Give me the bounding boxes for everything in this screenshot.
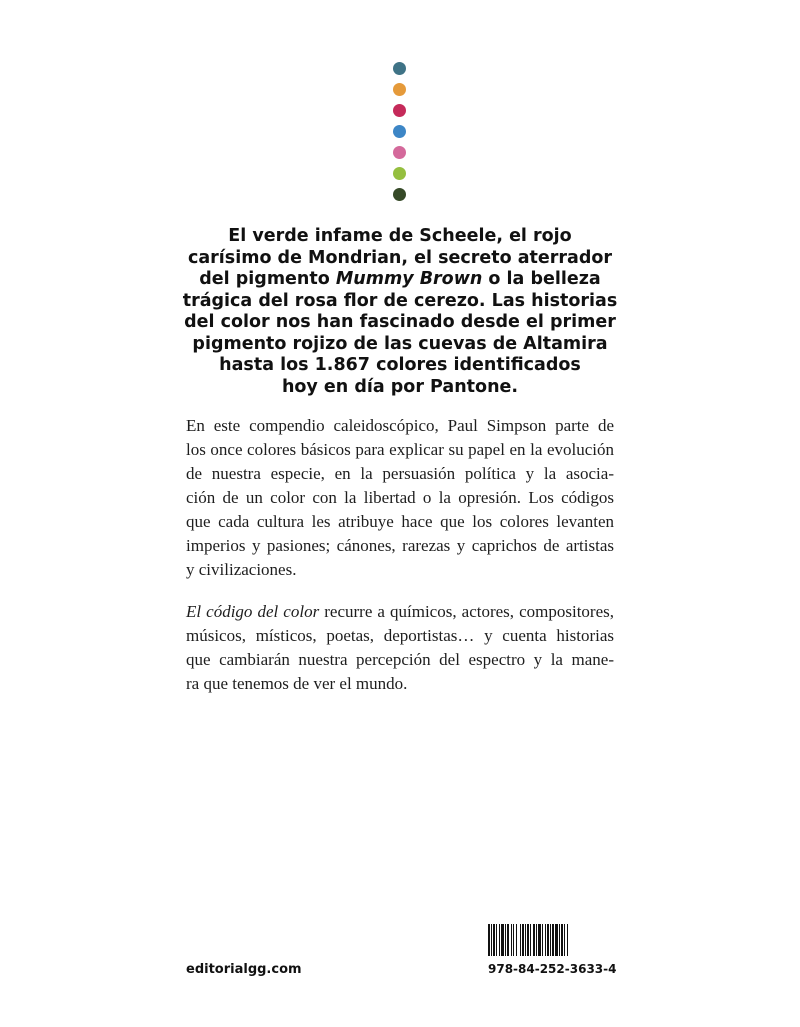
body-line: de nuestra especie, en la persuasión política y la asocia- xyxy=(186,464,614,483)
body-line: que cambiarán nuestra percepción del espectro y la mane- xyxy=(186,650,614,669)
isbn-number: 978-84-252-3633-4 xyxy=(488,962,617,976)
body-line: En este compendio caleidoscópico, Paul Simpson parte de xyxy=(186,416,614,435)
body-line: imperios y pasiones; cánones, rarezas y caprichos de artistas xyxy=(186,536,614,555)
body-line: los once colores básicos para explicar su papel en la evolución xyxy=(186,440,614,459)
lead-line: hasta los 1.867 colores identificados xyxy=(219,355,581,375)
lead-line: hoy en día por Pantone. xyxy=(281,376,519,397)
body-paragraph-2 xyxy=(186,600,614,696)
color-dot-5 xyxy=(393,146,406,159)
lead-paragraph xyxy=(172,226,628,398)
color-dot-7 xyxy=(393,188,406,201)
lead-line: trágica del rosa flor de cerezo. Las historias xyxy=(182,290,618,311)
color-dots xyxy=(393,62,407,209)
body-line: y civilizaciones. xyxy=(186,560,297,579)
color-dot-4 xyxy=(393,125,406,138)
body-paragraph-1 xyxy=(186,414,614,582)
color-dot-3 xyxy=(393,104,406,117)
lead-line xyxy=(172,269,628,291)
book-title-italic: El código del color xyxy=(186,602,320,621)
color-dot-6 xyxy=(393,167,406,180)
barcode xyxy=(488,924,612,956)
color-dot-2 xyxy=(393,83,406,96)
body-line: que cada cultura les atribuye hace que los colores levanten xyxy=(186,512,614,531)
lead-line: carísimo de Mondrian, el secreto aterrador xyxy=(187,247,613,268)
lead-line: El verde infame de Scheele, el rojo xyxy=(228,226,572,246)
lead-italic-title: Mummy Brown xyxy=(335,269,483,289)
lead-line: del color nos han fascinado desde el primer xyxy=(184,312,616,332)
body-line: ra que tenemos de ver el mundo. xyxy=(186,674,408,693)
publisher-website: editorialgg.com xyxy=(186,962,302,977)
body-text: recurre a químicos, actores, compositores, xyxy=(319,602,614,621)
barcode-icon xyxy=(488,924,612,956)
color-dot-1 xyxy=(393,62,406,75)
lead-text: del pigmento xyxy=(199,269,336,289)
body-line xyxy=(186,600,614,624)
body-line: músicos, místicos, poetas, deportistas… y cuenta historias xyxy=(186,626,614,645)
body-line: ción de un color con la libertad o la opresión. Los códigos xyxy=(186,488,614,507)
lead-line: pigmento rojizo de las cuevas de Altamira xyxy=(192,333,608,354)
lead-text: o la belleza xyxy=(482,269,601,289)
